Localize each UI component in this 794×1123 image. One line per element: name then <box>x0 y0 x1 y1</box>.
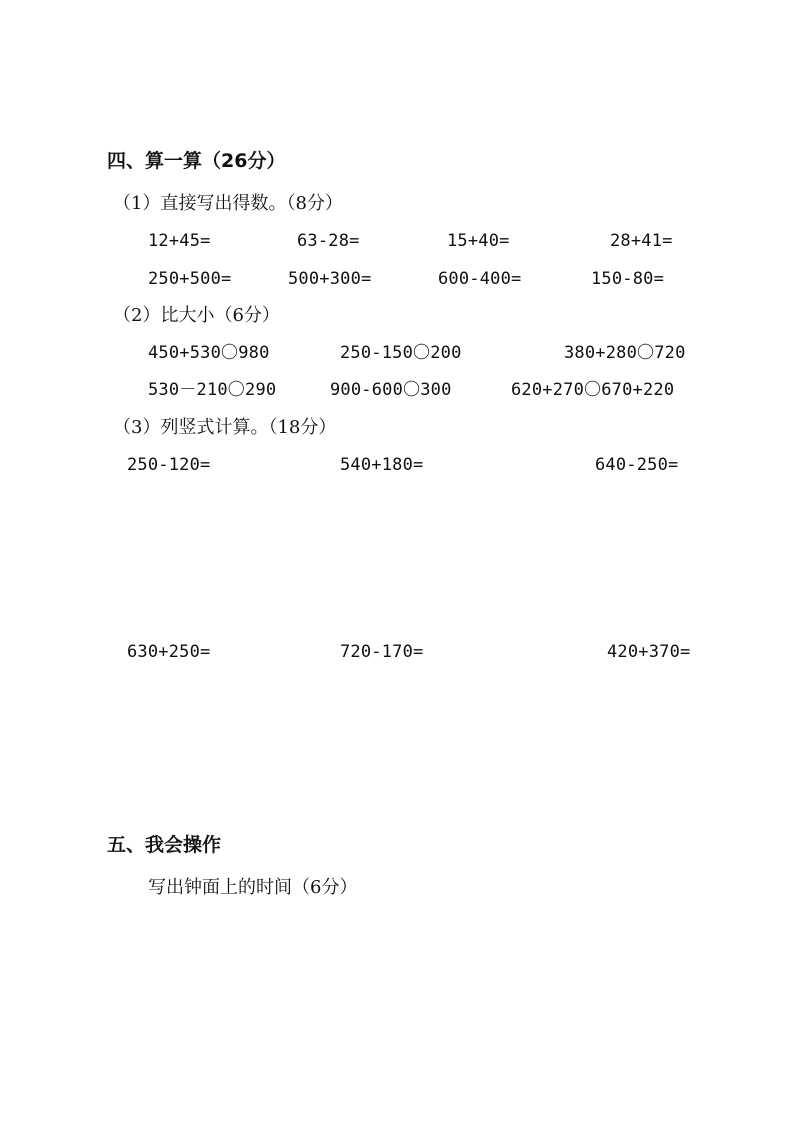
comparison-1: 450+530〇980 <box>148 343 270 363</box>
expression-1-8: 150-80= <box>591 269 665 289</box>
expression-1-6: 500+300= <box>288 269 372 289</box>
vertical-calc-1: 250-120= <box>127 455 211 475</box>
comparison-4: 530－210〇290 <box>148 380 277 400</box>
vertical-calc-6: 420+370= <box>607 642 691 662</box>
expression-1-2: 63-28= <box>297 231 360 251</box>
expression-1-1: 12+45= <box>148 231 211 251</box>
vertical-calc-2: 540+180= <box>340 455 424 475</box>
section-5-heading: 五、我会操作 <box>107 834 222 856</box>
expression-1-5: 250+500= <box>148 269 232 289</box>
section-4-heading: 四、算一算（26分） <box>107 150 286 172</box>
comparison-5: 900-600〇300 <box>330 380 452 400</box>
clock-instruction: 写出钟面上的时间（6分） <box>148 877 358 898</box>
expression-1-4: 28+41= <box>610 231 673 251</box>
part-3-title: （3）列竖式计算。（18分） <box>113 417 337 438</box>
comparison-2: 250-150〇200 <box>340 343 462 363</box>
expression-1-3: 15+40= <box>447 231 510 251</box>
vertical-calc-4: 630+250= <box>127 642 211 662</box>
comparison-6: 620+270〇670+220 <box>511 380 675 400</box>
vertical-calc-5: 720-170= <box>340 642 424 662</box>
comparison-3: 380+280〇720 <box>564 343 686 363</box>
vertical-calc-3: 640-250= <box>595 455 679 475</box>
part-1-title: （1）直接写出得数。（8分） <box>113 193 343 214</box>
part-2-title: （2）比大小（6分） <box>113 305 280 326</box>
expression-1-7: 600-400= <box>438 269 522 289</box>
